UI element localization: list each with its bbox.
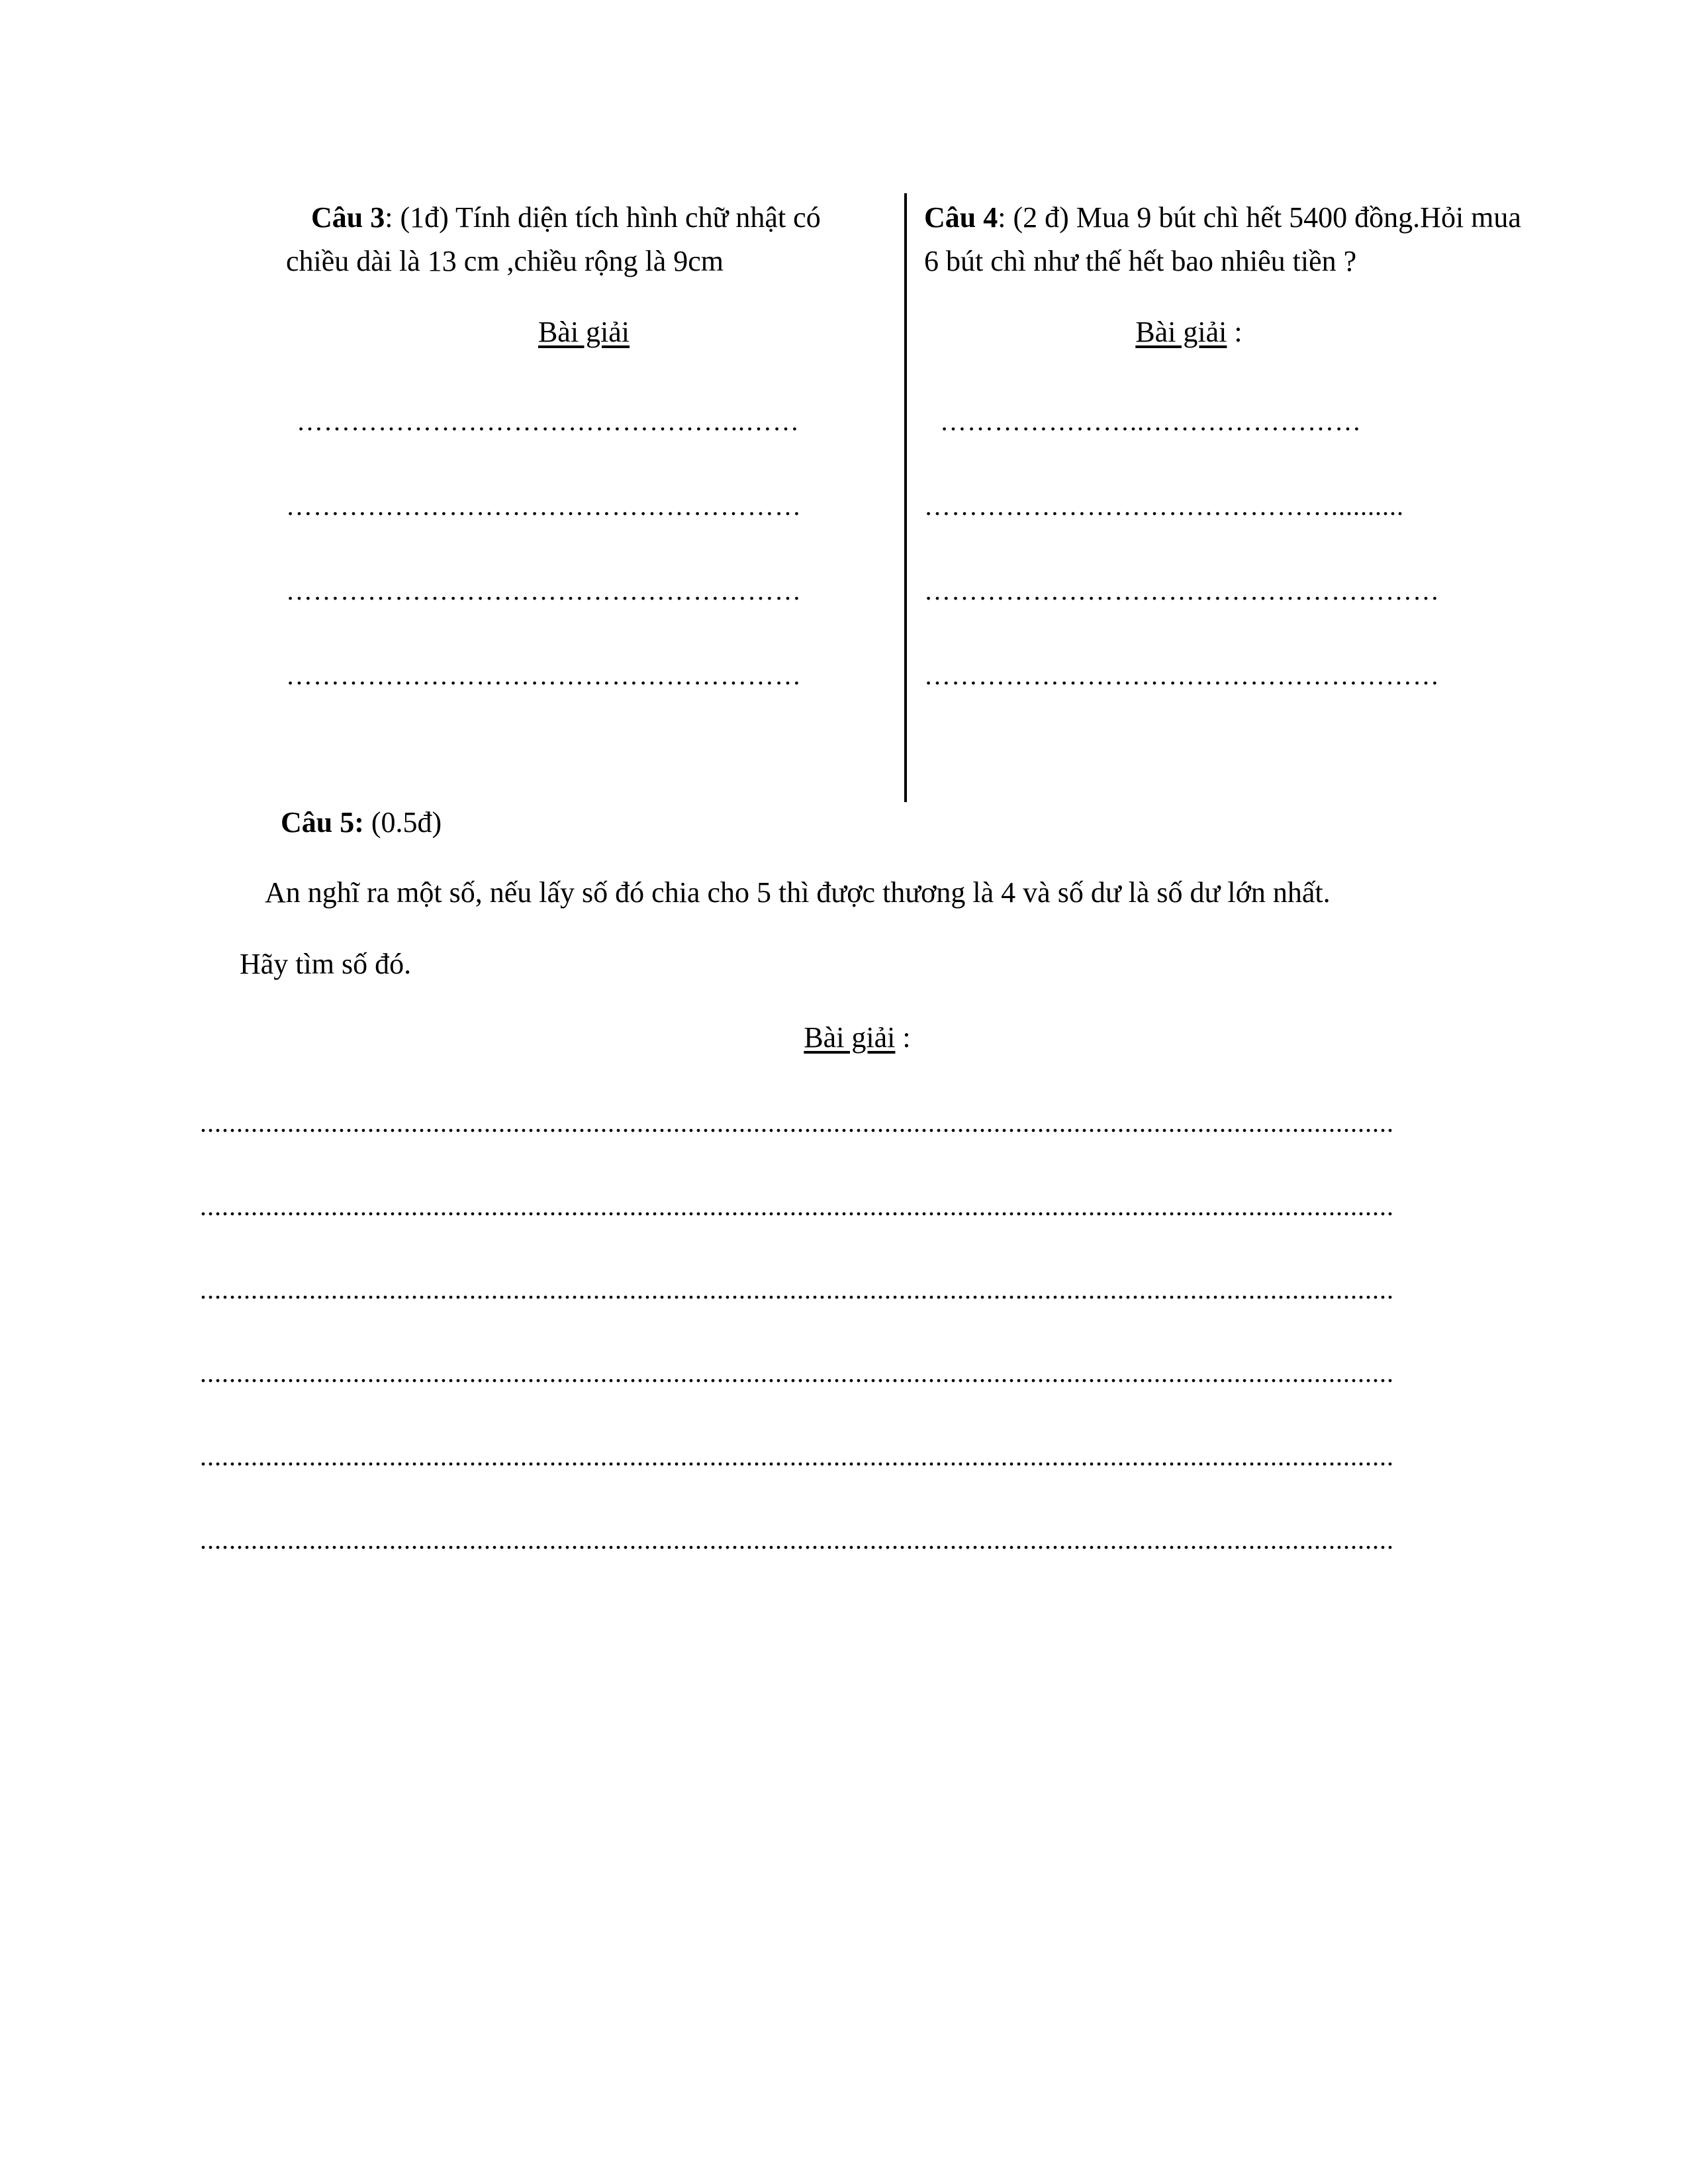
q5-answer-line-2: .................................................................................................................................................................... bbox=[200, 1191, 1394, 1221]
q4-heading-colon: : bbox=[1227, 316, 1243, 348]
column-divider bbox=[904, 193, 907, 802]
q5-answer-line-5: .................................................................................................................................................................... bbox=[200, 1441, 1394, 1471]
q4-line-1 bbox=[924, 196, 1521, 240]
q5-prompt-line-1: An nghĩ ra một số, nếu lấy số đó chia cho 5 thì được thương là 4 và số dư là số dư lớn nhất. bbox=[265, 876, 1331, 909]
q4-heading-text: Bài giải bbox=[1135, 316, 1227, 348]
q4-solution-heading bbox=[924, 312, 1454, 352]
q5-label: Câu 5: bbox=[281, 806, 364, 839]
q3-line-1 bbox=[311, 196, 821, 240]
q4-answer-line-4: ………………………………………………… bbox=[924, 660, 1440, 690]
q5-heading-text: Bài giải bbox=[804, 1021, 896, 1054]
q3-heading-text: Bài giải bbox=[538, 316, 630, 348]
q5-answer-line-3: .................................................................................................................................................................... bbox=[200, 1275, 1394, 1304]
q3-answer-line-2: ………………………………………………… bbox=[286, 491, 802, 521]
q3-answer-line-1: …………………………………………..…… bbox=[297, 406, 800, 436]
q3-solution-heading bbox=[286, 312, 882, 352]
q3-answer-line-4: ………………………………………………… bbox=[286, 660, 802, 690]
q3-label: Câu 3 bbox=[311, 201, 385, 234]
q4-label: Câu 4 bbox=[924, 201, 998, 234]
q3-line-2: chiều dài là 13 cm ,chiều rộng là 9cm bbox=[286, 245, 724, 277]
q5-answer-line-4: .................................................................................................................................................................... bbox=[200, 1358, 1394, 1388]
q3-prompt: : (1đ) Tính diện tích hình chữ nhật có bbox=[385, 201, 821, 234]
q4-answer-line-2: ……………………………………….......... bbox=[924, 491, 1404, 521]
q5-solution-heading bbox=[199, 1018, 1516, 1058]
q4-answer-line-1: …………………..…………………… bbox=[940, 406, 1362, 436]
q5-title bbox=[281, 801, 442, 844]
q5-answer-line-1: .................................................................................................................................................................... bbox=[200, 1108, 1394, 1138]
q4-line-2: 6 bút chì như thế hết bao nhiêu tiền ? bbox=[924, 245, 1357, 277]
q5-answer-line-6: .................................................................................................................................................................... bbox=[200, 1525, 1394, 1555]
q4-answer-line-3: ………………………………………………… bbox=[924, 576, 1440, 606]
q3-answer-line-3: ………………………………………………… bbox=[286, 576, 802, 606]
q5-points: (0.5đ) bbox=[363, 806, 442, 839]
q4-prompt: : (2 đ) Mua 9 bút chì hết 5400 đồng.Hỏi mua bbox=[998, 201, 1521, 234]
q5-heading-colon: : bbox=[895, 1021, 911, 1054]
q5-prompt-line-2: Hãy tìm số đó. bbox=[240, 948, 412, 980]
